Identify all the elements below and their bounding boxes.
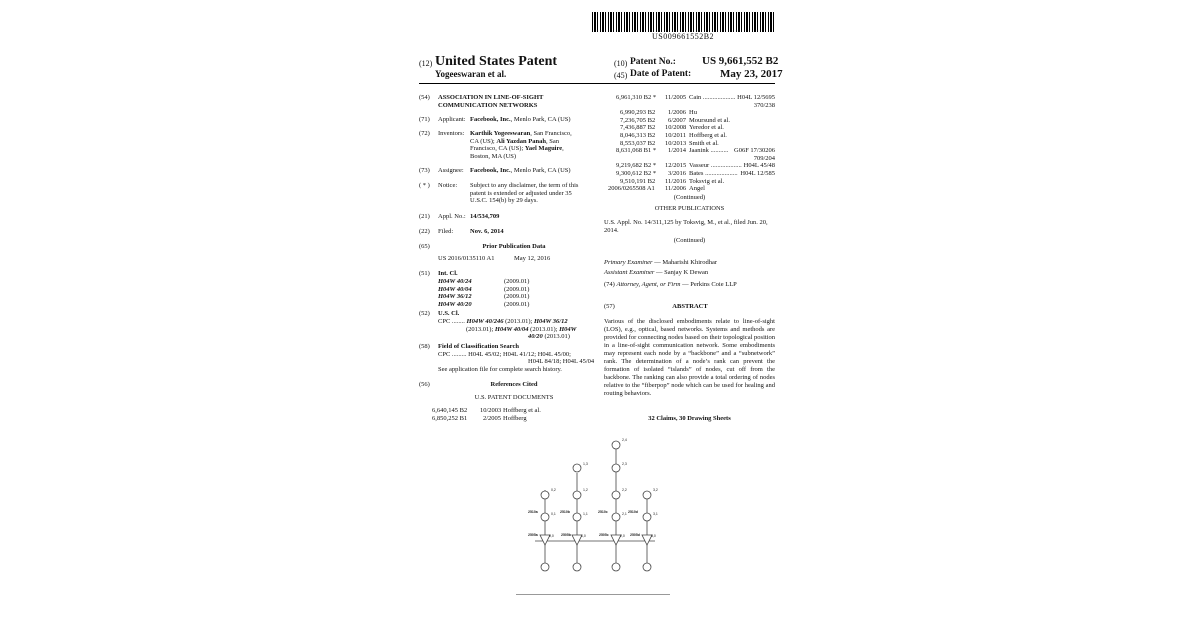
node-2-1 <box>612 513 620 521</box>
node-2-2 <box>612 491 620 499</box>
ref-right-7-date: 12/2015 <box>665 162 687 170</box>
patent-date: May 23, 2017 <box>720 68 783 80</box>
assistant-examiner <box>604 269 708 277</box>
ref-right-4-num: 8,046,313 B2 <box>620 132 656 139</box>
ref-right-4-name: Hoffberg et al. <box>689 132 727 139</box>
fig-label-2510a: 2510a <box>528 510 538 514</box>
intcl-0-ver: (2009.01) <box>504 278 530 285</box>
title-line-2: COMMUNICATION NETWORKS <box>438 101 538 109</box>
intcl-code: (51) <box>419 270 430 277</box>
applicant-code: (71) <box>419 116 430 123</box>
primary-label: Primary Examiner <box>604 259 653 266</box>
prior-code: (65) <box>419 243 430 250</box>
cpc-line-1 <box>438 318 568 326</box>
date-label: Date of Patent: <box>630 69 692 79</box>
refs-title: References Cited <box>490 381 538 388</box>
abstract-code: (57) <box>604 303 615 310</box>
node-2-4 <box>612 441 620 449</box>
fig-label-0-0: 0,0 <box>549 534 554 538</box>
intcl-1-ver: (2009.01) <box>504 285 530 293</box>
ref-right-10-num: 2006/0265508 A1 <box>608 185 655 193</box>
figure-labels <box>528 438 658 538</box>
inventor-3-rest: , <box>562 145 564 153</box>
ref-right-2-num: 7,236,705 B2 <box>620 116 656 124</box>
inventor-2-rest: , San <box>545 137 559 145</box>
intcl-0: H04W 40/24 <box>438 278 472 285</box>
ref-left-0-date: 10/2003 <box>480 407 502 414</box>
barcode <box>592 12 774 32</box>
intcl-2: H04W 36/12 <box>438 293 472 301</box>
ref-left-0-num: 6,640,145 B2 <box>432 407 468 414</box>
inventor-1-name: Karthik Yogeeswaran <box>470 130 531 137</box>
assignee-loc: , Menlo Park, CA (US) <box>510 167 571 174</box>
ref-right-2-name: Moursund et al. <box>689 116 730 124</box>
node-bottom-3 <box>643 563 651 571</box>
inventor-1-rest: , San Francisco, <box>530 130 572 137</box>
prior-date: May 12, 2016 <box>514 255 551 262</box>
inventor-3-name: Yael Maguire <box>524 145 563 153</box>
ref-right-1-num: 6,990,293 B2 <box>620 109 656 117</box>
inventor-3-pre: Francisco, CA (US); <box>470 145 525 153</box>
intcl-1: H04W 40/04 <box>438 285 472 293</box>
ref-right-9-date: 11/2016 <box>665 177 687 185</box>
field-line-2: H04L 84/18; H04L 45/04 <box>528 358 595 366</box>
inventor-line-3 <box>470 145 564 153</box>
ref-right-6-cls: G06F 17/30206 <box>734 147 775 155</box>
node-0-1 <box>541 513 549 521</box>
ref-left-1-date: 2/2005 <box>483 414 502 422</box>
cpc-2-b: H04W 40/04 <box>494 325 529 333</box>
uscl-code: (52) <box>419 310 430 317</box>
ref-right-6-date: 1/2014 <box>668 147 687 155</box>
fig-label-2-3: 2,3 <box>622 462 627 466</box>
uscl-label: U.S. Cl. <box>438 310 460 317</box>
ref-right-2-date: 6/2007 <box>668 116 687 124</box>
primary-name: — Maharishi Khirodhar <box>652 259 718 266</box>
other-pub-line-2: 2014. <box>604 226 619 234</box>
ref-right-0-cls: H04L 12/5695 <box>737 94 775 101</box>
ref-right-7-name: Vasseur ................... <box>689 162 742 170</box>
ref-left-0-name: Hoffberg et al. <box>503 407 541 414</box>
inventors-short: Yogeeswaran et al. <box>435 69 507 79</box>
ref-right-3-name: Yeredor et al. <box>689 124 724 132</box>
applicant-label: Applicant: <box>438 116 466 123</box>
node-1-3 <box>573 464 581 472</box>
ref-right-7-cls: H04L 45/48 <box>743 162 775 170</box>
fig-label-0-2: 0,2 <box>551 488 556 492</box>
ref-right-1-name: Hu <box>689 109 697 117</box>
fig-label-2-4: 2,4 <box>622 438 627 442</box>
fig-label-3-1: 3,1 <box>653 512 658 516</box>
other-pub-line-1: U.S. Appl. No. 14/311,125 by Toksvig, M., et al., filed Jun. 20, <box>604 219 768 226</box>
ref-left-1-num: 6,850,252 B1 <box>432 414 468 422</box>
ref-right-0-name: Cain .................... <box>689 94 736 101</box>
fig-label-2510b: 2510b <box>560 510 570 514</box>
node-2-3 <box>612 464 620 472</box>
cpc-2-a: (2013.01); <box>466 325 495 333</box>
applicant <box>470 116 571 124</box>
cpc-1-c: H04W 36/12 <box>533 318 568 325</box>
assistant-label: Assistant Examiner <box>604 269 655 276</box>
cpc-2-d: H04W <box>559 325 577 333</box>
fig-label-2510c: 2510c <box>598 510 608 514</box>
ref-right-8-num: 9,300,612 B2 * <box>616 170 657 177</box>
applicant-loc: , Menlo Park, CA (US) <box>510 116 571 123</box>
fig-label-1-0: 1,0 <box>581 534 586 538</box>
fig-label-1-3: 1,3 <box>583 462 588 466</box>
assistant-name: — Sanjay K Dewan <box>654 269 709 276</box>
attorney <box>604 281 737 289</box>
applicant-name: Facebook, Inc. <box>470 116 511 123</box>
inventors-label: Inventors: <box>438 130 465 137</box>
patent-no-label: Patent No.: <box>630 57 676 67</box>
inventor-2-name: Ali Yazdan Panah <box>496 137 546 145</box>
assignee <box>470 167 571 175</box>
ref-right-8-date: 3/2016 <box>668 170 687 177</box>
node-bottom-0 <box>541 563 549 571</box>
barcode-number: US009661552B2 <box>651 32 715 41</box>
ref-right-9-name: Toksvig et al. <box>689 177 725 185</box>
ref-right-6-name: Jaanink ........... <box>689 147 729 155</box>
fig-label-2510d: 2510d <box>628 510 638 514</box>
prior-title: Prior Publication Data <box>482 243 546 250</box>
abstract-title: ABSTRACT <box>672 303 708 310</box>
ref-right-3-date: 10/2008 <box>665 124 687 132</box>
ref-right-0-cls2: 370/238 <box>753 101 775 109</box>
fig-label-2505a: 2505a <box>528 533 538 537</box>
cpc-line-3 <box>528 333 570 341</box>
ref-right-6-cls2: 709/204 <box>753 154 775 162</box>
node-1-1 <box>573 513 581 521</box>
ref-right-7-num: 9,219,682 B2 * <box>616 162 657 170</box>
code-10: (10) <box>614 59 628 68</box>
ref-left-1-name: Hoffberg <box>503 414 527 422</box>
intcl-3-ver: (2009.01) <box>504 300 530 308</box>
appl-code: (21) <box>419 213 430 220</box>
fig-label-2-1: 2,1 <box>622 512 627 516</box>
notice-code: ( * ) <box>419 182 430 189</box>
patent-type: United States Patent <box>435 54 558 69</box>
code-12: (12) <box>419 59 433 68</box>
notice-line-3: U.S.C. 154(b) by 29 days. <box>470 197 538 205</box>
figure-nodes <box>540 441 652 571</box>
intcl-label: Int. Cl. <box>438 270 458 277</box>
ref-right-0-date: 11/2005 <box>665 94 687 101</box>
filed-date: Nov. 6, 2014 <box>470 228 504 235</box>
ref-right-10-name: Angel <box>689 185 705 193</box>
assignee-label: Assignee: <box>438 167 464 174</box>
filed-code: (22) <box>419 228 430 235</box>
fig-label-0-1: 0,1 <box>551 512 556 516</box>
title-line-1: ASSOCIATION IN LINE-OF-SIGHT <box>438 94 544 101</box>
notice-line-1: Subject to any disclaimer, the term of this <box>470 182 579 189</box>
node-3-1 <box>643 513 651 521</box>
primary-examiner <box>604 259 717 267</box>
inventor-2-pre: CA (US); <box>470 137 497 145</box>
title-code: (54) <box>419 94 430 101</box>
attorney-label: Attorney, Agent, or Firm <box>616 281 681 288</box>
cpc-3-b: (2013.01) <box>542 333 570 341</box>
node-bottom-2 <box>612 563 620 571</box>
node-1-2 <box>573 491 581 499</box>
ref-right-5-name: Smith et al. <box>689 139 719 147</box>
ref-right-6-num: 8,631,068 B1 * <box>616 147 657 155</box>
attorney-name: — Perkins Coie LLP <box>680 281 737 288</box>
patent-number: US 9,661,552 B2 <box>702 55 779 67</box>
prior-pub: US 2016/0135110 A1 <box>438 255 495 262</box>
inventors-code: (72) <box>419 130 430 137</box>
ref-right-8-name: Bates .................... <box>689 170 738 177</box>
notice-line-2: patent is extended or adjusted under 35 <box>470 189 572 197</box>
appl-label: Appl. No.: <box>438 213 466 220</box>
field-line-3: See application file for complete search history. <box>438 365 562 373</box>
field-code: (58) <box>419 343 430 350</box>
node-0-2 <box>541 491 549 499</box>
assignee-code: (73) <box>419 167 430 174</box>
fig-label-2-2: 2,2 <box>622 488 627 492</box>
continued-2: (Continued) <box>673 237 706 244</box>
figure-separator <box>516 594 670 595</box>
notice-label: Notice: <box>438 182 458 189</box>
ref-right-4-date: 10/2011 <box>665 132 687 139</box>
fig-label-2-0: 2,0 <box>620 534 625 538</box>
intcl-2-ver: (2009.01) <box>504 293 530 301</box>
ref-right-3-num: 7,436,887 B2 <box>620 124 656 132</box>
ref-right-8-cls: H04L 12/585 <box>740 170 775 177</box>
attorney-code: (74) <box>604 281 615 288</box>
fig-label-1-2: 1,2 <box>583 488 588 492</box>
us-patent-docs: U.S. PATENT DOCUMENTS <box>474 394 554 401</box>
filed-label: Filed: <box>438 228 454 235</box>
fig-label-3-0: 3,0 <box>651 534 656 538</box>
continued-1: (Continued) <box>673 194 706 201</box>
refs-code: (56) <box>419 381 430 388</box>
inventor-line-1 <box>470 130 572 138</box>
ref-right-0-num: 6,961,310 B2 * <box>616 94 657 101</box>
other-pubs-title: OTHER PUBLICATIONS <box>654 205 725 212</box>
fig-label-2505b: 2505b <box>561 533 571 537</box>
cpc-1-pre: CPC ........ <box>438 318 465 325</box>
ref-right-5-date: 10/2013 <box>665 139 687 147</box>
inventor-line-2 <box>470 138 559 146</box>
fig-label-2505c: 2505c <box>599 533 609 537</box>
node-3-2 <box>643 491 651 499</box>
cpc-3-a: 40/20 <box>528 333 543 341</box>
ref-right-5-num: 8,553,037 B2 <box>620 139 656 147</box>
fig-label-3-2: 3,2 <box>653 488 658 492</box>
network-figure <box>510 433 680 593</box>
cpc-1-a: H04W 40/246 <box>466 318 504 325</box>
code-45: (45) <box>614 71 628 80</box>
ref-right-9-num: 9,510,191 B2 <box>620 177 656 185</box>
abstract-text: Various of the disclosed embodiments relate to line-of-sight (LOS), e.g., optical, based networks. Systems and methods are provided for connecting nodes based on their topological position in a line-of-sight communication network. Some embodiments may represent each node by a “backbone” and a “subnetwork” rank. The determination of a node’s rank can prevent the formation of isolated “islands” of nodes, cut off from the backbone. The ranking can also provide a total ordering of nodes relative to the “fiberpop” node which can be used for healing and routing behaviors. <box>604 318 775 397</box>
claims-summary: 32 Claims, 30 Drawing Sheets <box>648 415 731 422</box>
intcl-3: H04W 40/20 <box>438 300 472 308</box>
fig-label-2505d: 2505d <box>630 533 640 537</box>
node-bottom-1 <box>573 563 581 571</box>
field-label: Field of Classification Search <box>438 343 519 350</box>
ref-right-10-date: 11/2006 <box>665 185 687 193</box>
ref-right-1-date: 1/2006 <box>668 109 687 117</box>
fig-label-1-1: 1,1 <box>583 512 588 516</box>
field-line-1: CPC ......... H04L 45/02; H04L 41/12; H04L 45/00; <box>438 350 571 358</box>
cpc-1-b: (2013.01); <box>503 318 534 325</box>
header-rule <box>419 83 775 84</box>
inventor-line-4: Boston, MA (US) <box>470 152 517 160</box>
figure-lines <box>535 445 655 563</box>
appl-number: 14/534,709 <box>470 213 500 220</box>
assignee-name: Facebook, Inc. <box>470 167 511 174</box>
cpc-2-c: (2013.01); <box>528 325 560 333</box>
cpc-line-2 <box>466 326 576 334</box>
